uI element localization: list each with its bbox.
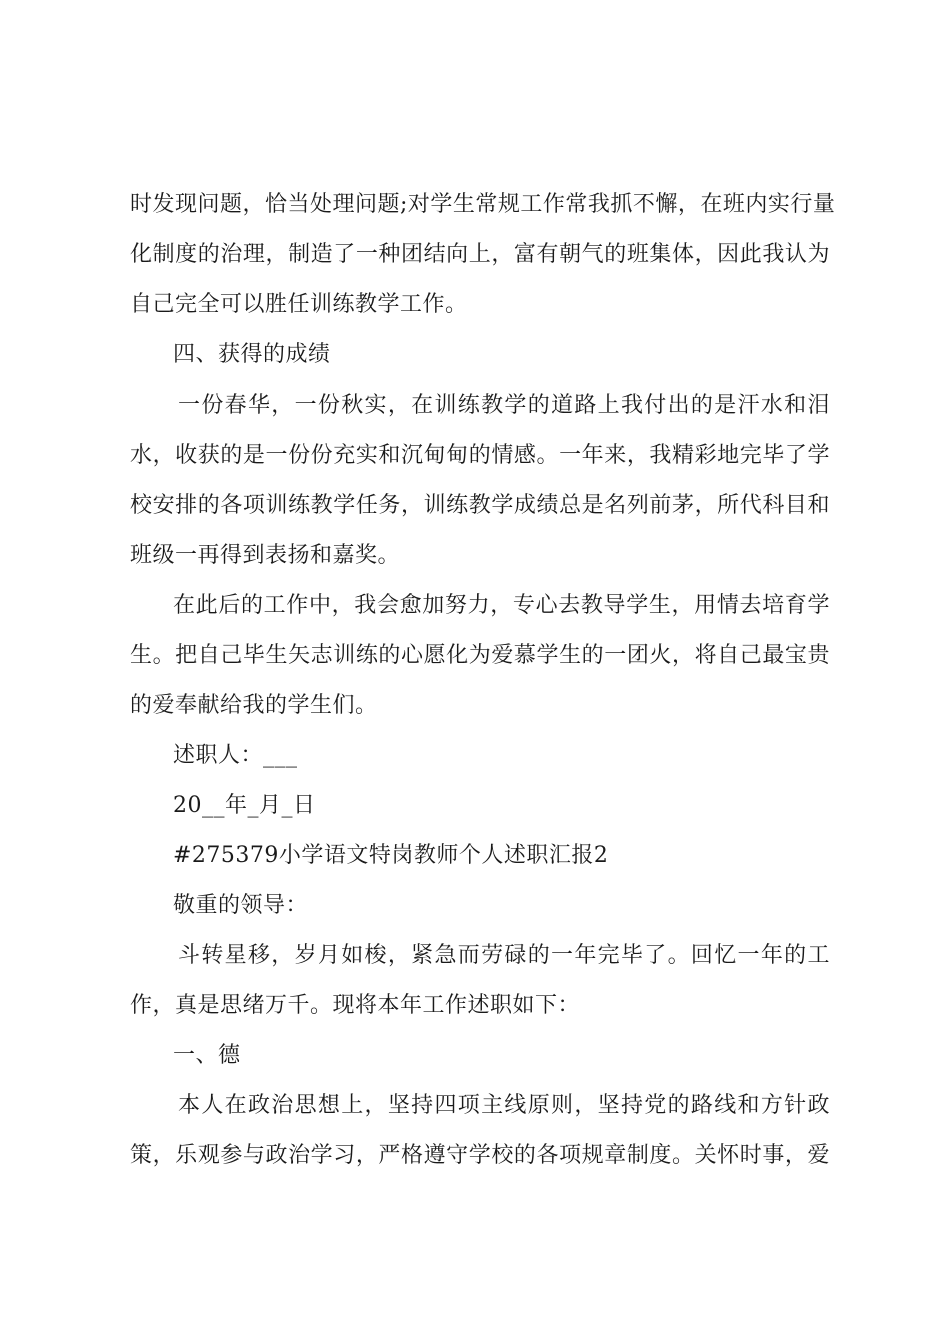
section-heading: 一、德 xyxy=(173,1043,241,1068)
body-line: 时发现问题，恰当处理问题;对学生常规工作常我抓不懈，在班内实行量 xyxy=(130,192,836,217)
body-line: 校安排的各项训练教学任务，训练教学成绩总是名列前茅，所代科目和 xyxy=(130,493,830,518)
signature-line: 述职人：___ xyxy=(173,743,298,768)
document-title: #275379小学语文特岗教师个人述职汇报2 xyxy=(173,843,609,868)
body-line: 生。把自己毕生矢志训练的心愿化为爱慕学生的一团火，将自己最宝贵 xyxy=(130,643,830,668)
body-line: 班级一再得到表扬和嘉奖。 xyxy=(130,543,401,568)
body-line: 策，乐观参与政治学习，严格遵守学校的各项规章制度。关怀时事，爱 xyxy=(130,1143,830,1168)
body-line: 斗转星移，岁月如梭，紧急而劳碌的一年完毕了。回忆一年的工 xyxy=(178,943,830,968)
salutation: 敬重的领导： xyxy=(173,893,309,918)
body-line: 在此后的工作中，我会愈加努力，专心去教导学生，用情去培育学 xyxy=(173,593,830,618)
body-line: 本人在政治思想上，坚持四项主线原则，坚持党的路线和方针政 xyxy=(178,1093,830,1118)
body-line: 自己完全可以胜任训练教学工作。 xyxy=(130,292,468,317)
body-line: 水，收获的是一份份充实和沉甸甸的情感。一年来，我精彩地完毕了学 xyxy=(130,443,830,468)
body-line: 的爱奉献给我的学生们。 xyxy=(130,693,378,718)
section-heading: 四、获得的成绩 xyxy=(173,342,331,367)
body-line: 作，真是思绪万千。现将本年工作述职如下： xyxy=(130,993,581,1018)
date-line: 20__年_月_日 xyxy=(173,793,316,818)
body-line: 化制度的治理，制造了一种团结向上，富有朝气的班集体，因此我认为 xyxy=(130,242,830,267)
body-line: 一份春华，一份秋实，在训练教学的道路上我付出的是汗水和泪 xyxy=(178,393,830,418)
